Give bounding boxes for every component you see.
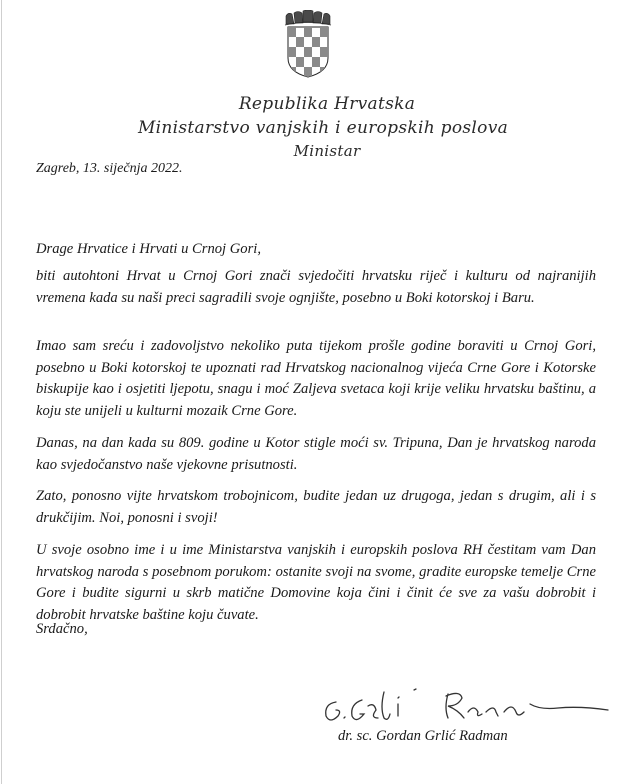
letter-paragraph-2: Imao sam sreću i zadovoljstvo nekoliko puta tijekom prošle godine boraviti u Crnoj Gori, posebno u Boki kotorskoj te upoznati rad Hrvatskog nacionalnog vijeća Crne Gore i Kotorske biskupije kao i osjetiti ljepotu, snagu i moć Zaljeva svetaca koji krije veliku hrvatsku baštinu, a koju ste unijeli u kulturni mozaik Crne Gore.: [36, 338, 596, 419]
letter-paragraph-1: biti autohtoni Hrvat u Crnoj Gori znači svjedočiti hrvatsku riječ i kulturu od najranijih vremena kada su naši preci sagradili svoje ognjište, posebno u Boki kotorskoj i Baru.: [36, 268, 596, 306]
letter-date: Zagreb, 13. siječnja 2022.: [36, 161, 183, 176]
letter-paragraph-4: Zato, ponosno vijte hrvatskom trobojnicom, budite jedan uz drugoga, jedan s drugim, ali i s drukčijim. Noi, ponosni i svoji!: [36, 488, 596, 526]
signature-icon: [318, 684, 618, 730]
letter-closing: Srdačno,: [36, 621, 88, 637]
letterhead-country: Republika Hrvatska: [238, 94, 416, 114]
letter-paragraph-5: U svoje osobno ime i u ime Ministarstva vanjskih i europskih poslova RH čestitam vam Dan hrvatskog naroda s posebnom porukom: ostanite svoji na svome, gradite europske temelje Crne Gore i budite sigurni u skrb matične Domovine koja čini i činit će sve za vašu dobrobit i dobrobit hrvatske baštine koju čuvate.: [36, 542, 596, 623]
coat-of-arms-icon: [282, 10, 334, 78]
letter-paragraph-3: Danas, na dan kada su 809. godine u Kotor stigle moći sv. Tripuna, Dan je hrvatskog naroda kao svjedočanstvo naše vjekovne prisutnosti.: [36, 435, 596, 473]
letterhead-ministry: Ministarstvo vanjskih i europskih poslova: [137, 118, 509, 138]
page-edge: [1, 0, 2, 784]
letter-greeting: Drage Hrvatice i Hrvati u Crnoj Gori,: [36, 241, 261, 257]
letterhead-title: Ministar: [293, 142, 361, 160]
signatory-name: dr. sc. Gordan Grlić Radman: [338, 728, 508, 744]
